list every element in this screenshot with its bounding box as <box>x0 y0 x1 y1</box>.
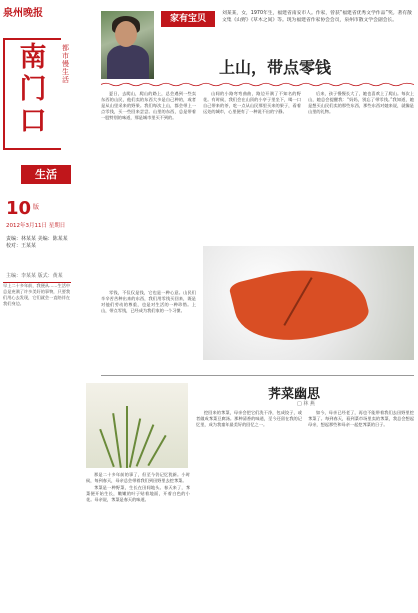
sidebar <box>3 26 73 466</box>
issue-label: 版 <box>33 204 40 211</box>
section-tag: 生活 <box>21 165 71 184</box>
herb-stalk <box>147 435 166 466</box>
author-photo <box>101 11 154 79</box>
section-divider <box>101 375 414 376</box>
herb-stalk <box>99 429 115 467</box>
editors: 主编：李某某 版式：黄某 <box>6 273 63 279</box>
article-headline: 上山，带点零钱 <box>218 58 331 77</box>
photo-face <box>115 21 137 47</box>
wave-divider <box>101 82 414 87</box>
author-bio: 刘某某，女，1970年生，福建省南安市人。作家，曾获“福建省优秀文学作品”奖。著有散文集《山野》《草木之间》等。现为福建省作家协会会员，泉州市散文学会副会长。 <box>222 11 412 23</box>
article-column-4 <box>101 290 196 370</box>
article-paragraph: 夏日，去爬山，爬山的路上，总会遇到一些卖东西的山民，他们卖的东西大多是自己种的，或者是从山里采来的野果。我们每次上山，都会带上一点零钱，买一些回来尝尝。山里的东西，总是带着一股特别的味道，那是城市里买不到的。 <box>101 91 196 121</box>
herb-stalk <box>126 406 128 468</box>
red-leaf <box>228 253 372 354</box>
second-headline: 荠菜幽思 <box>268 387 321 402</box>
second-column-2 <box>196 410 302 610</box>
issue-number: 10 <box>6 198 32 219</box>
issue-date: 2012年3月11日 星期日 <box>6 223 66 229</box>
page-subtitle: 都市慢生活 <box>62 44 69 84</box>
article-column-2 <box>203 91 301 241</box>
article-column-3 <box>308 91 414 241</box>
issue-meta: 责编：林某某 美编：陈某某 校对：王某某 <box>6 236 68 249</box>
second-intro: 那是二十多年前的事了，但至今仍记忆犹新。小时候，每到春天，母亲总会带着我们到田野里去挖荠菜。 <box>86 472 190 484</box>
second-column-3 <box>308 410 414 610</box>
second-paragraph: 挖回来的荠菜，母亲会把它们洗干净，包成饺子，或者做成荠菜豆腐汤。那种清香的味道，至今还留在我的记忆里，成为我童年最美好的回忆之一。 <box>196 410 302 428</box>
shepherds-purse-photo <box>86 383 188 468</box>
second-byline: □ 林 燕 <box>297 401 315 407</box>
second-column-1 <box>86 472 190 610</box>
leaf-photo <box>203 246 414 360</box>
article-paragraph: 后来，孩子慢慢长大了，她也喜欢上了爬山。每次上山，她总会提醒我：“妈妈，别忘了带零钱。”我知道，她是想买山民们卖的那些东西，那些东西对她来说，就像是山里的礼物。 <box>308 91 414 115</box>
second-paragraph: 荠菜是一种野菜，生长在田间地头。春天来了，荠菜便开始生长，嫩嫩的叶子贴着地面，开着白色的小花。母亲说，荠菜是春天的味道。 <box>86 485 190 503</box>
article-paragraph: 零钱，不仅仅是钱，它也是一种心意。山民们辛辛苦苦种出来的东西，我们用零钱买回来，既是对他们劳动的尊重，也是对生活的一种珍惜。上山，带点零钱，已经成为我们家的一个习惯。 <box>101 290 196 314</box>
herb-stalk <box>112 413 122 468</box>
page-title: 南门口 <box>19 42 47 137</box>
second-paragraph: 如今，母亲已经老了，再也不能带着我们去田野里挖荠菜了。每到春天，看到菜市场里卖的荠菜，我总会想起母亲，想起那些和母亲一起挖荠菜的日子。 <box>308 410 414 428</box>
sidebar-column-text: 早上二十多年前，我便从……生活中总是充满了许多美好的事物，只要我们用心去发现，它们就会一直陪伴在我们身边。 <box>3 282 71 376</box>
article-paragraph: 山间的小路弯弯曲曲，路边开满了不知名的野花。有时候，我们会在山顶的小亭子里坐下，喝一口自己带来的茶，吃一点从山民那里买来的果子，看着远处的城市，心里便有了一种说不出的宁静。 <box>203 91 301 115</box>
photo-body <box>107 45 149 79</box>
column-label: 家有宝贝 <box>161 11 215 27</box>
masthead: 泉州晚报 <box>3 8 43 19</box>
